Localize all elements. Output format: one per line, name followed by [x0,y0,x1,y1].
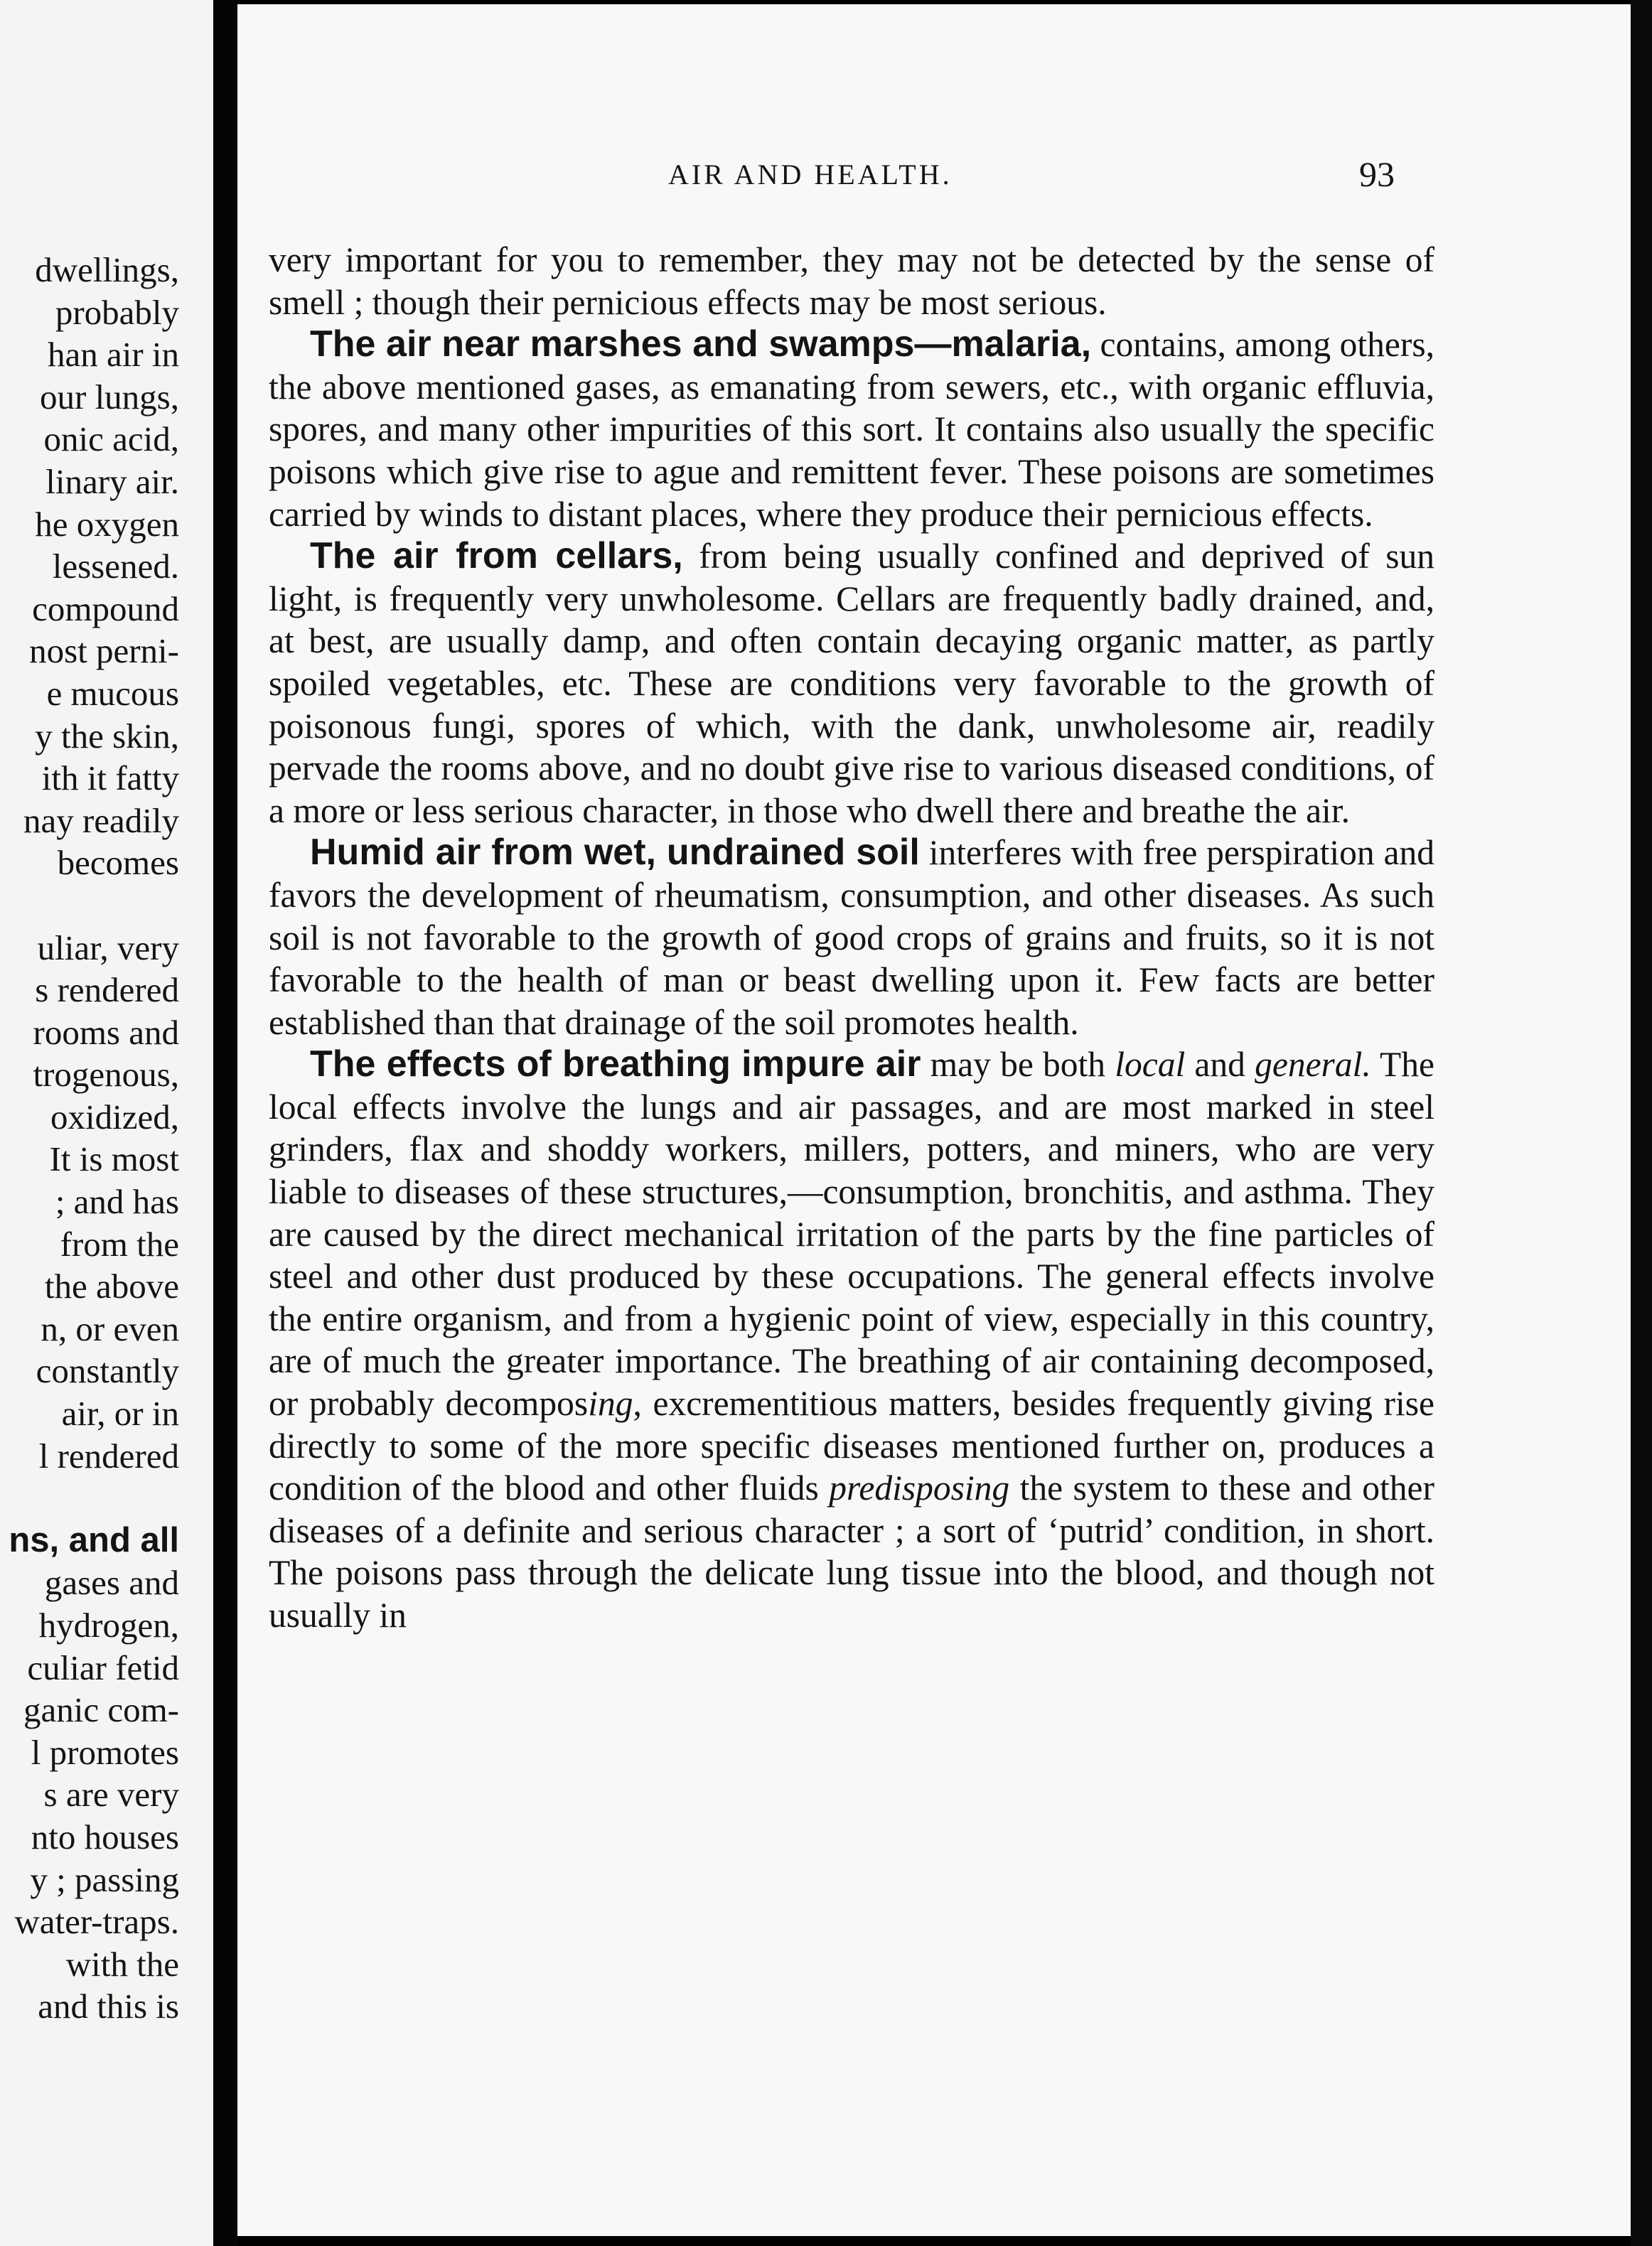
facing-line: ganic com- [23,1690,179,1730]
paragraph-text: interferes with free perspiration and favors the development of rheumatism, consumption, and other diseases. As such soil is not favorable to the growth of good crops of grains and fruits, so it is not favorable to the health of man or beast dwelling upon it. Few facts are better established than that drainage of the soil promotes health. [269,833,1434,1042]
facing-line: our lungs, [40,377,179,417]
paragraph-impure-air [269,1043,1434,1636]
page-number: 93 [1359,154,1395,194]
facing-line: It is most [49,1139,179,1179]
facing-line: with the [65,1944,179,1984]
facing-line: l promotes [31,1732,179,1772]
facing-line [9,1477,179,1520]
paragraph-text: , excrementitious matters, besides frequently giving rise directly to some of the more specific diseases mentioned further on, produces a condition of the blood and other fluids [269,1384,1434,1508]
paragraph-continuation: very important for you to remember, they may not be detected by the sense of smell ; though their pernicious effects may be most serious. [269,240,1434,322]
emphasis-general: general. [1255,1045,1371,1085]
facing-line: uliar, very [37,928,179,967]
facing-line: probably [55,292,179,332]
facing-line: becomes [57,843,179,883]
facing-line: culiar fetid [27,1648,179,1687]
facing-page-fragment [0,0,213,2246]
book-gutter [213,0,237,2246]
facing-line: linary air. [45,461,179,501]
paragraph-lead: Humid air from wet, undrained soil [310,832,920,874]
facing-line: trogenous, [33,1055,179,1095]
facing-line: air, or in [61,1394,179,1434]
facing-line: constantly [36,1351,179,1391]
facing-line: lessened. [52,547,179,586]
emphasis-predisposing: predisposing [829,1468,1010,1508]
facing-line: s rendered [35,970,179,1010]
facing-line: l rendered [38,1436,179,1476]
facing-line: rooms and [33,1012,179,1052]
facing-line: ns, and all [9,1520,179,1559]
facing-line: from the [60,1224,179,1264]
emphasis-ing: ing [588,1384,633,1424]
facing-line: y ; passing [30,1859,179,1899]
facing-line: nay readily [23,800,179,840]
facing-line: s are very [43,1775,179,1815]
facing-line: ith it fatty [41,758,179,798]
facing-line [9,884,179,927]
facing-line: and this is [38,1987,179,2026]
emphasis-local: local [1115,1045,1186,1085]
paragraph-lead: The air from cellars, [310,535,683,577]
facing-line: water-traps. [14,1902,179,1942]
facing-line: y the skin, [35,716,179,756]
facing-line: onic acid, [43,419,179,459]
page [237,4,1631,2236]
facing-line: nost perni- [29,631,179,671]
facing-line: n, or even [41,1309,179,1348]
facing-line: he oxygen [35,504,179,544]
paragraph-lead: The air near marshes and swamps—malaria, [310,323,1092,365]
facing-line: e mucous [46,673,179,713]
facing-line: gases and [44,1563,179,1603]
facing-line: the above [44,1267,179,1306]
facing-line: compound [32,589,179,628]
facing-page-lines [9,249,179,2028]
facing-line: ; and has [55,1182,179,1222]
page-body [269,239,1434,1637]
paragraph-text: The local effects involve the lungs and air passages, and are most marked in steel grinders, flax and shoddy workers, millers, potters, and miners, who are very liable to diseases of these structures,—consumption, bronchitis, and asthma. They are caused by the direct mechanical irritation of the parts by the fine particles of steel and other dust produced by these occupations. The general effects involve the entire organism, and from a hygienic point of view, especially in this country, are of much the greater importance. The breathing of air containing decomposed, or probably decompos [269,1045,1434,1424]
facing-line: dwellings, [35,250,179,289]
paragraph-text: the system to these and other diseases of a definite and serious character ; a sort of ‘putrid’ condition, in short. The poisons pass through the delicate lung tissue into the blood, and though not usually in [269,1468,1434,1635]
facing-line: oxidized, [50,1097,179,1137]
paragraph-text: from being usually confined and deprived of sun light, is frequently very unwholesome. Cellars are frequently badly drained, and, at best, are usually damp, and often contain decaying organic matter, as partly spoiled vegetables, etc. These are conditions very favorable to the growth of poisonous fungi, spores of which, with the dank, unwholesome air, readily pervade the rooms above, and no doubt give rise to various diseased conditions, of a more or less serious character, in those who dwell there and breathe the air. [269,537,1435,830]
facing-line: hydrogen, [38,1606,179,1645]
paragraph-lead: The effects of breathing impure air [310,1043,921,1085]
paragraph-text: may be both [921,1045,1115,1085]
running-head: AIR AND HEALTH. [668,158,953,190]
facing-line: nto houses [31,1817,179,1857]
paragraph-humid-soil [269,832,1434,1043]
facing-line: han air in [47,335,179,375]
paragraph-cellars [269,535,1434,832]
paragraph-marshes [269,323,1434,535]
paragraph-text: and [1185,1045,1255,1085]
page-edge [1631,0,1652,2246]
paragraph-text: contains, among others, the above mentioned gases, as emanating from sewers, etc., with organic effluvia, spores, and many other impurities of this sort. It contains also usually the specific poisons which give rise to ague and remittent fever. These poisons are sometimes carried by winds to distant places, where they produce their pernicious effects. [269,325,1434,534]
page-header [237,154,1631,208]
